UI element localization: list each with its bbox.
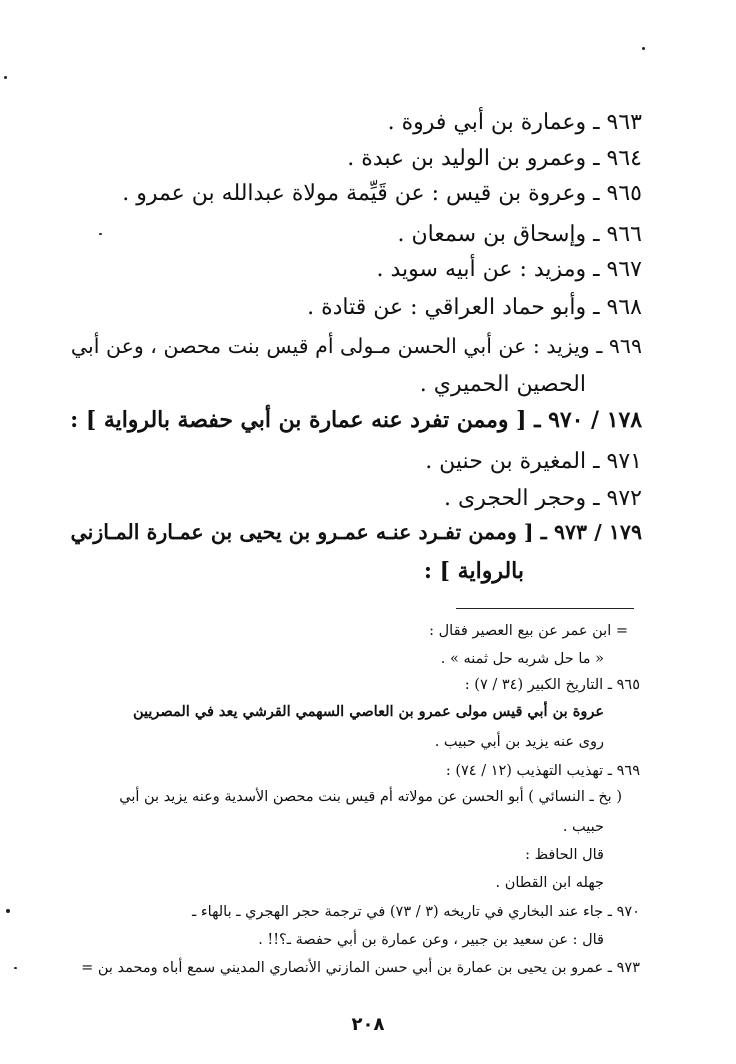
entry-968: ٩٦٨ ـ وأبو حماد العراقي : عن قتادة .: [307, 295, 642, 320]
footnote-separator: [456, 608, 634, 609]
scan-speck: [642, 47, 645, 50]
footnote-973-text: ٩٧٣ ـ عمرو بن يحيى بن عمارة بن أبي حسن المازني الأنصاري المديني سمع أباه ومحمد بن =: [81, 960, 640, 976]
footnote-965-source: ٩٦٥ ـ التاريخ الكبير (٣٤ / ٧) :: [464, 677, 640, 693]
entry-966: ٩٦٦ ـ وإسحاق بن سمعان .: [397, 222, 642, 247]
footnote-continuation: = ابن عمر عن بيع العصير فقال :: [429, 623, 628, 639]
scan-speck: [4, 76, 7, 79]
entry-964: ٩٦٤ ـ وعمرو بن الوليد بن عبدة .: [347, 146, 642, 171]
footnote-965-text: عروة بن أبي قيس مولى عمرو بن العاصي السهمي القرشي يعد في المصريين: [132, 703, 604, 720]
entry-972: ٩٧٢ ـ وحجر الحجرى .: [443, 486, 642, 511]
footnote-969-hafiz-text: جهله ابن القطان .: [495, 875, 604, 891]
entry-970-heading: ١٧٨ / ٩٧٠ ـ [ وممن تفرد عنه عمارة بن أبي حفصة بالرواية ] :: [70, 407, 642, 433]
entry-967: ٩٦٧ ـ ومزيد : عن أبيه سويد .: [376, 257, 642, 282]
scan-speck: [14, 967, 17, 969]
footnote-970-text-2: قال : عن سعيد بن جبير ، وعن عمارة بن أبي حفصة ـ؟!! .: [258, 932, 604, 948]
entry-973-heading-line-1: ١٧٩ / ٩٧٣ ـ [ وممن تفـرد عنـه عمـرو بن يحيى بن عمـارة المـازني: [70, 520, 642, 544]
footnote-969-source: ٩٦٩ ـ تهذيب التهذيب (١٢ / ٧٤) :: [445, 763, 640, 779]
entry-969-line-2: الحصين الحميري .: [419, 372, 586, 397]
scan-speck: [6, 909, 10, 913]
entry-973-heading-line-2: بالرواية ] :: [423, 558, 524, 584]
footnote-965-text-2: روى عنه يزيد بن أبي حبيب .: [434, 734, 604, 750]
page-number: ٢٠٨: [351, 1014, 385, 1035]
entry-965: ٩٦٥ ـ وعروة بن قيس : عن قَيِّمة مولاة عبدالله بن عمرو .: [122, 181, 642, 206]
footnote-969-text: ( بخ ـ النسائي ) أبو الحسن عن مولاته أم قيس بنت محصن الأسدية وعنه يزيد بن أبي: [119, 789, 622, 805]
entry-969-line-1: ٩٦٩ ـ ويزيد : عن أبي الحسن مـولى أم قيس بنت محصن ، وعن أبي: [70, 334, 642, 358]
scan-speck: [99, 233, 102, 235]
footnote-quote: « ما حل شربه حل ثمنه » .: [440, 651, 604, 667]
footnote-969-hafiz: قال الحافظ :: [525, 847, 604, 863]
footnote-969-text-2: حبيب .: [562, 819, 604, 835]
footnote-970-text: ٩٧٠ ـ جاء عند البخاري في تاريخه (٣ / ٧٣) في ترجمة حجر الهجري ـ بالهاء ـ: [191, 904, 640, 920]
entry-971: ٩٧١ ـ المغيرة بن حنين .: [425, 449, 642, 474]
entry-963: ٩٦٣ ـ وعمارة بن أبي فروة .: [387, 110, 642, 135]
